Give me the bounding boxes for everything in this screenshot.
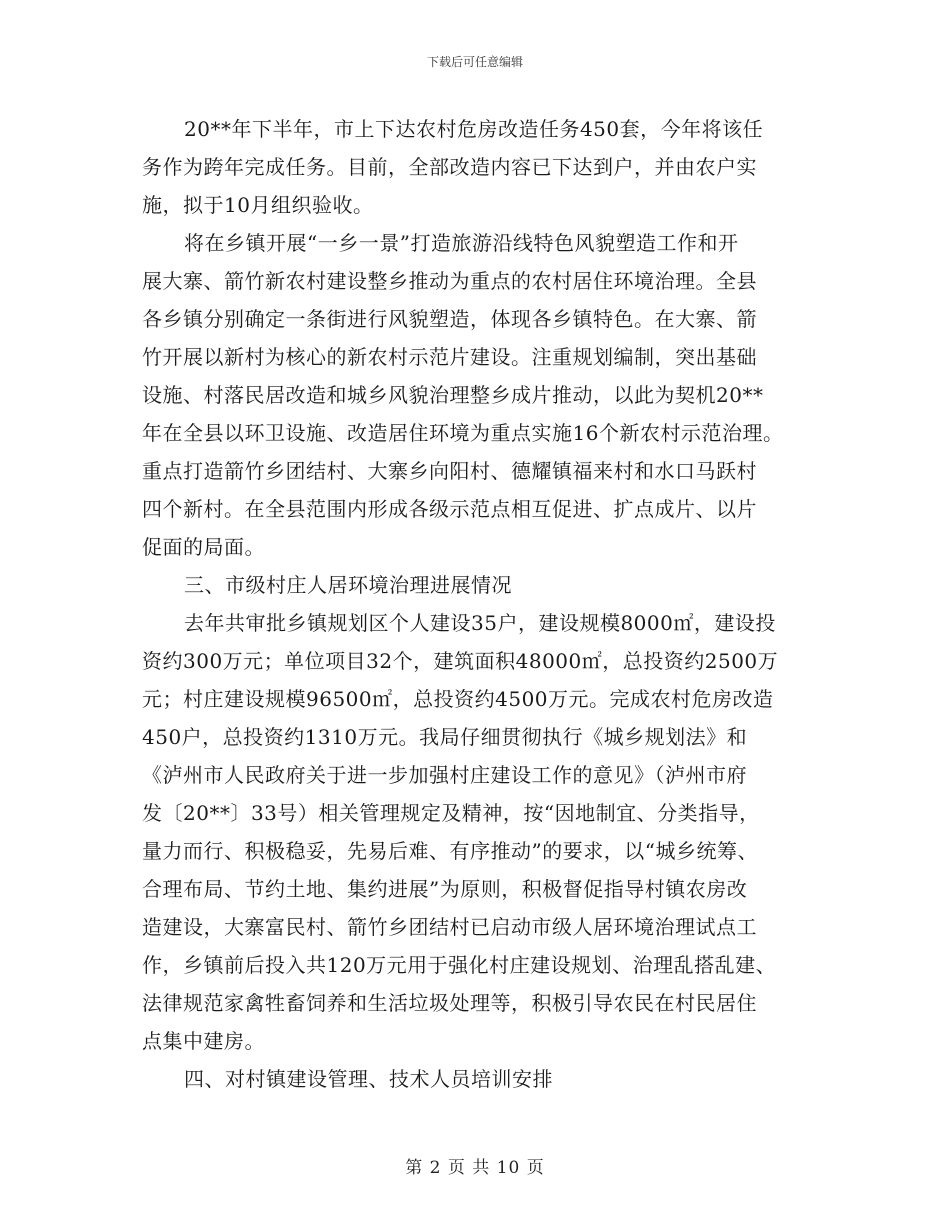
text-line: 务作为跨年完成任务。目前，全部改造内容已下达到户，并由农户实 — [142, 155, 757, 179]
text-line: 元；村庄建设规模96500㎡，总投资约4500万元。完成农村危房改造 — [142, 687, 774, 711]
text-line: 促面的局面。 — [142, 535, 265, 559]
text-line: 设施、村落民居改造和城乡风貌治理整乡成片推动，以此为契机20** — [142, 383, 764, 407]
text-line: 三、市级村庄人居环境治理进展情况 — [184, 573, 512, 597]
text-line: 年在全县以环卫设施、改造居住环境为重点实施16个新农村示范治理。 — [142, 421, 784, 445]
text-line: 量力而行、积极稳妥，先易后难、有序推动”的要求，以“城乡统筹、 — [142, 839, 758, 863]
page-header: 下载后可任意编辑 — [426, 55, 523, 69]
text-line: 各乡镇分别确定一条街进行风貌塑造，体现各乡镇特色。在大寨、箭 — [142, 307, 757, 331]
page-footer: 第 2 页 共 10 页 — [405, 1158, 545, 1178]
text-line: 去年共审批乡镇规划区个人建设35户，建设规模8000㎡，建设投 — [184, 611, 776, 635]
document-body — [142, 110, 822, 1098]
text-line: 点集中建房。 — [142, 1029, 265, 1053]
text-line: 造建设，大寨富民村、箭竹乡团结村已启动市级人居环境治理试点工 — [142, 915, 757, 939]
text-line: 将在乡镇开展“一乡一景”打造旅游沿线特色风貌塑造工作和开 — [184, 231, 739, 255]
text-line: 20**年下半年，市上下达农村危房改造任务450套，今年将该任 — [184, 117, 764, 141]
text-line: 展大寨、箭竹新农村建设整乡推动为重点的农村居住环境治理。全县 — [142, 269, 757, 293]
text-line: 发〔20**〕33号）相关管理规定及精神，按“因地制宜、分类指导， — [142, 801, 760, 825]
text-line: 合理布局、节约土地、集约进展”为原则，积极督促指导村镇农房改 — [142, 877, 748, 901]
text-line: 重点打造箭竹乡团结村、大寨乡向阳村、德耀镇福来村和水口马跃村 — [142, 459, 757, 483]
text-line: 作，乡镇前后投入共120万元用于强化村庄建设规划、治理乱搭乱建、 — [142, 953, 777, 977]
text-line: 竹开展以新村为核心的新农村示范片建设。注重规划编制，突出基础 — [142, 345, 757, 369]
text-line: 施，拟于10月组织验收。 — [142, 193, 374, 217]
text-line: 法律规范家禽牲畜饲养和生活垃圾处理等，积极引导农民在村民居住 — [142, 991, 757, 1015]
text-line: 四个新村。在全县范围内形成各级示范点相互促进、扩点成片、以片 — [142, 497, 757, 521]
text-line: 450户，总投资约1310万元。我局仔细贯彻执行《城乡规划法》和 — [142, 725, 748, 749]
text-line: 四、对村镇建设管理、技术人员培训安排 — [184, 1067, 553, 1091]
text-line: 资约300万元；单位项目32个，建筑面积48000㎡，总投资约2500万 — [142, 649, 779, 673]
text-line: 《泸州市人民政府关于进一步加强村庄建设工作的意见》（泸州市府 — [142, 763, 747, 787]
